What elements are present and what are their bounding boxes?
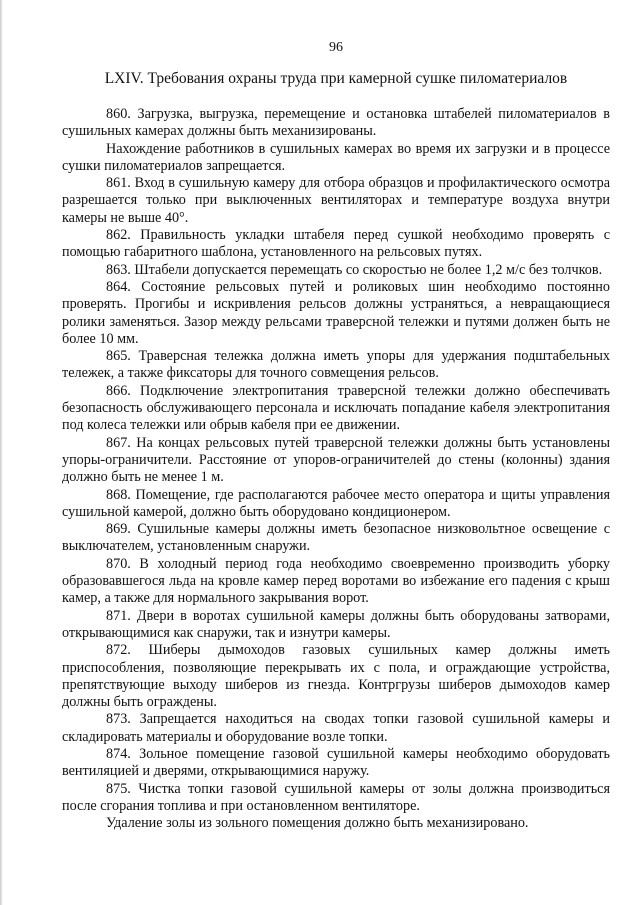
paragraph-863: 863. Штабели допускается перемещать со скоростью не более 1,2 м/с без толчков. <box>106 261 603 278</box>
paragraph-861: 861. Вход в сушильную камеру для отбора образцов и профилактического осмотра разрешается только при выключенных вентиляторах и температуре воздуха внутри камеры не выше 40°. <box>62 175 610 226</box>
paragraph-868: 868. Помещение, где располагаются рабочее место оператора и щиты управления сушильной камерой, должно быть оборудовано кондиционером. <box>62 486 610 520</box>
scan-edge-shadow <box>0 0 3 905</box>
paragraph-867: 867. На концах рельсовых путей траверсной тележки должны быть установлены упоры-ограничители. Расстояние от упоров-ограничителей до стены (колонны) здания должно быть не менее 1 м. <box>62 434 610 486</box>
paragraph-871: 871. Двери в воротах сушильной камеры должны быть оборудованы затворами, открывающимися как снаружи, так и изнутри камеры. <box>62 607 610 641</box>
paragraph-874: 874. Зольное помещение газовой сушильной камеры необходимо оборудовать вентиляцией и дверями, открывающимися наружу. <box>62 745 610 780</box>
paragraph-860-note: Нахождение работников в сушильных камерах во время их загрузки и в процессе сушки пиломатериалов запрещается. <box>62 140 610 174</box>
paragraph-875: 875. Чистка топки газовой сушильной камеры от золы должна производиться после сгорания топлива и при остановленном вентиляторе. <box>62 780 610 814</box>
paragraph-860: 860. Загрузка, выгрузка, перемещение и остановка штабелей пиломатериалов в сушильных камерах должны быть механизированы. <box>62 106 610 140</box>
paragraph-873: 873. Запрещается находиться на сводах топки газовой сушильной камеры и складировать материалы и оборудование возле топки. <box>62 711 610 745</box>
page-number: 96 <box>329 40 343 55</box>
paragraph-864: 864. Состояние рельсовых путей и роликовых шин необходимо постоянно проверять. Прогибы и искривления рельсов должны устраняться, а невращающиеся ролики заменяться. Зазор между рельсами траверсной тележки и путями должен быть не более 10 мм. <box>62 278 610 347</box>
paragraph-866: 866. Подключение электропитания траверсной тележки должно обеспечивать безопасность обслуживающего персонала и исключать попадание кабеля электропитания под колеса тележки или обрыв кабеля при ее движении. <box>62 382 610 434</box>
section-title: LXIV. Требования охраны труда при камерной сушке пиломатериалов <box>104 70 568 87</box>
paragraph-870: 870. В холодный период года необходимо своевременно производить уборку образовавшегося льда на кровле камер перед воротами во избежание его падения с крыш камер, а также для нормального закрывания ворот. <box>62 555 610 607</box>
paragraph-875-note: Удаление золы из зольного помещения должно быть механизировано. <box>106 815 529 832</box>
paragraph-862: 862. Правильность укладки штабеля перед сушкой необходимо проверять с помощью габаритного шаблона, установленного на рельсовых путях. <box>62 227 610 261</box>
paragraph-865: 865. Траверсная тележка должна иметь упоры для удержания подштабельных тележек, а также фиксаторы для точного совмещения рельсов. <box>62 348 610 382</box>
paragraph-869: 869. Сушильные камеры должны иметь безопасное низковольтное освещение с выключателем, установленным снаружи. <box>62 521 610 555</box>
section-body <box>62 106 610 832</box>
paragraph-872: 872. Шиберы дымоходов газовых сушильных камер должны иметь приспособления, позволяющие перекрывать их с пола, и ограждающие устройства, препятствующие выходу шиберов из гнезда. Контргрузы шиберов дымоходов камер должны быть ограждены. <box>62 642 610 711</box>
